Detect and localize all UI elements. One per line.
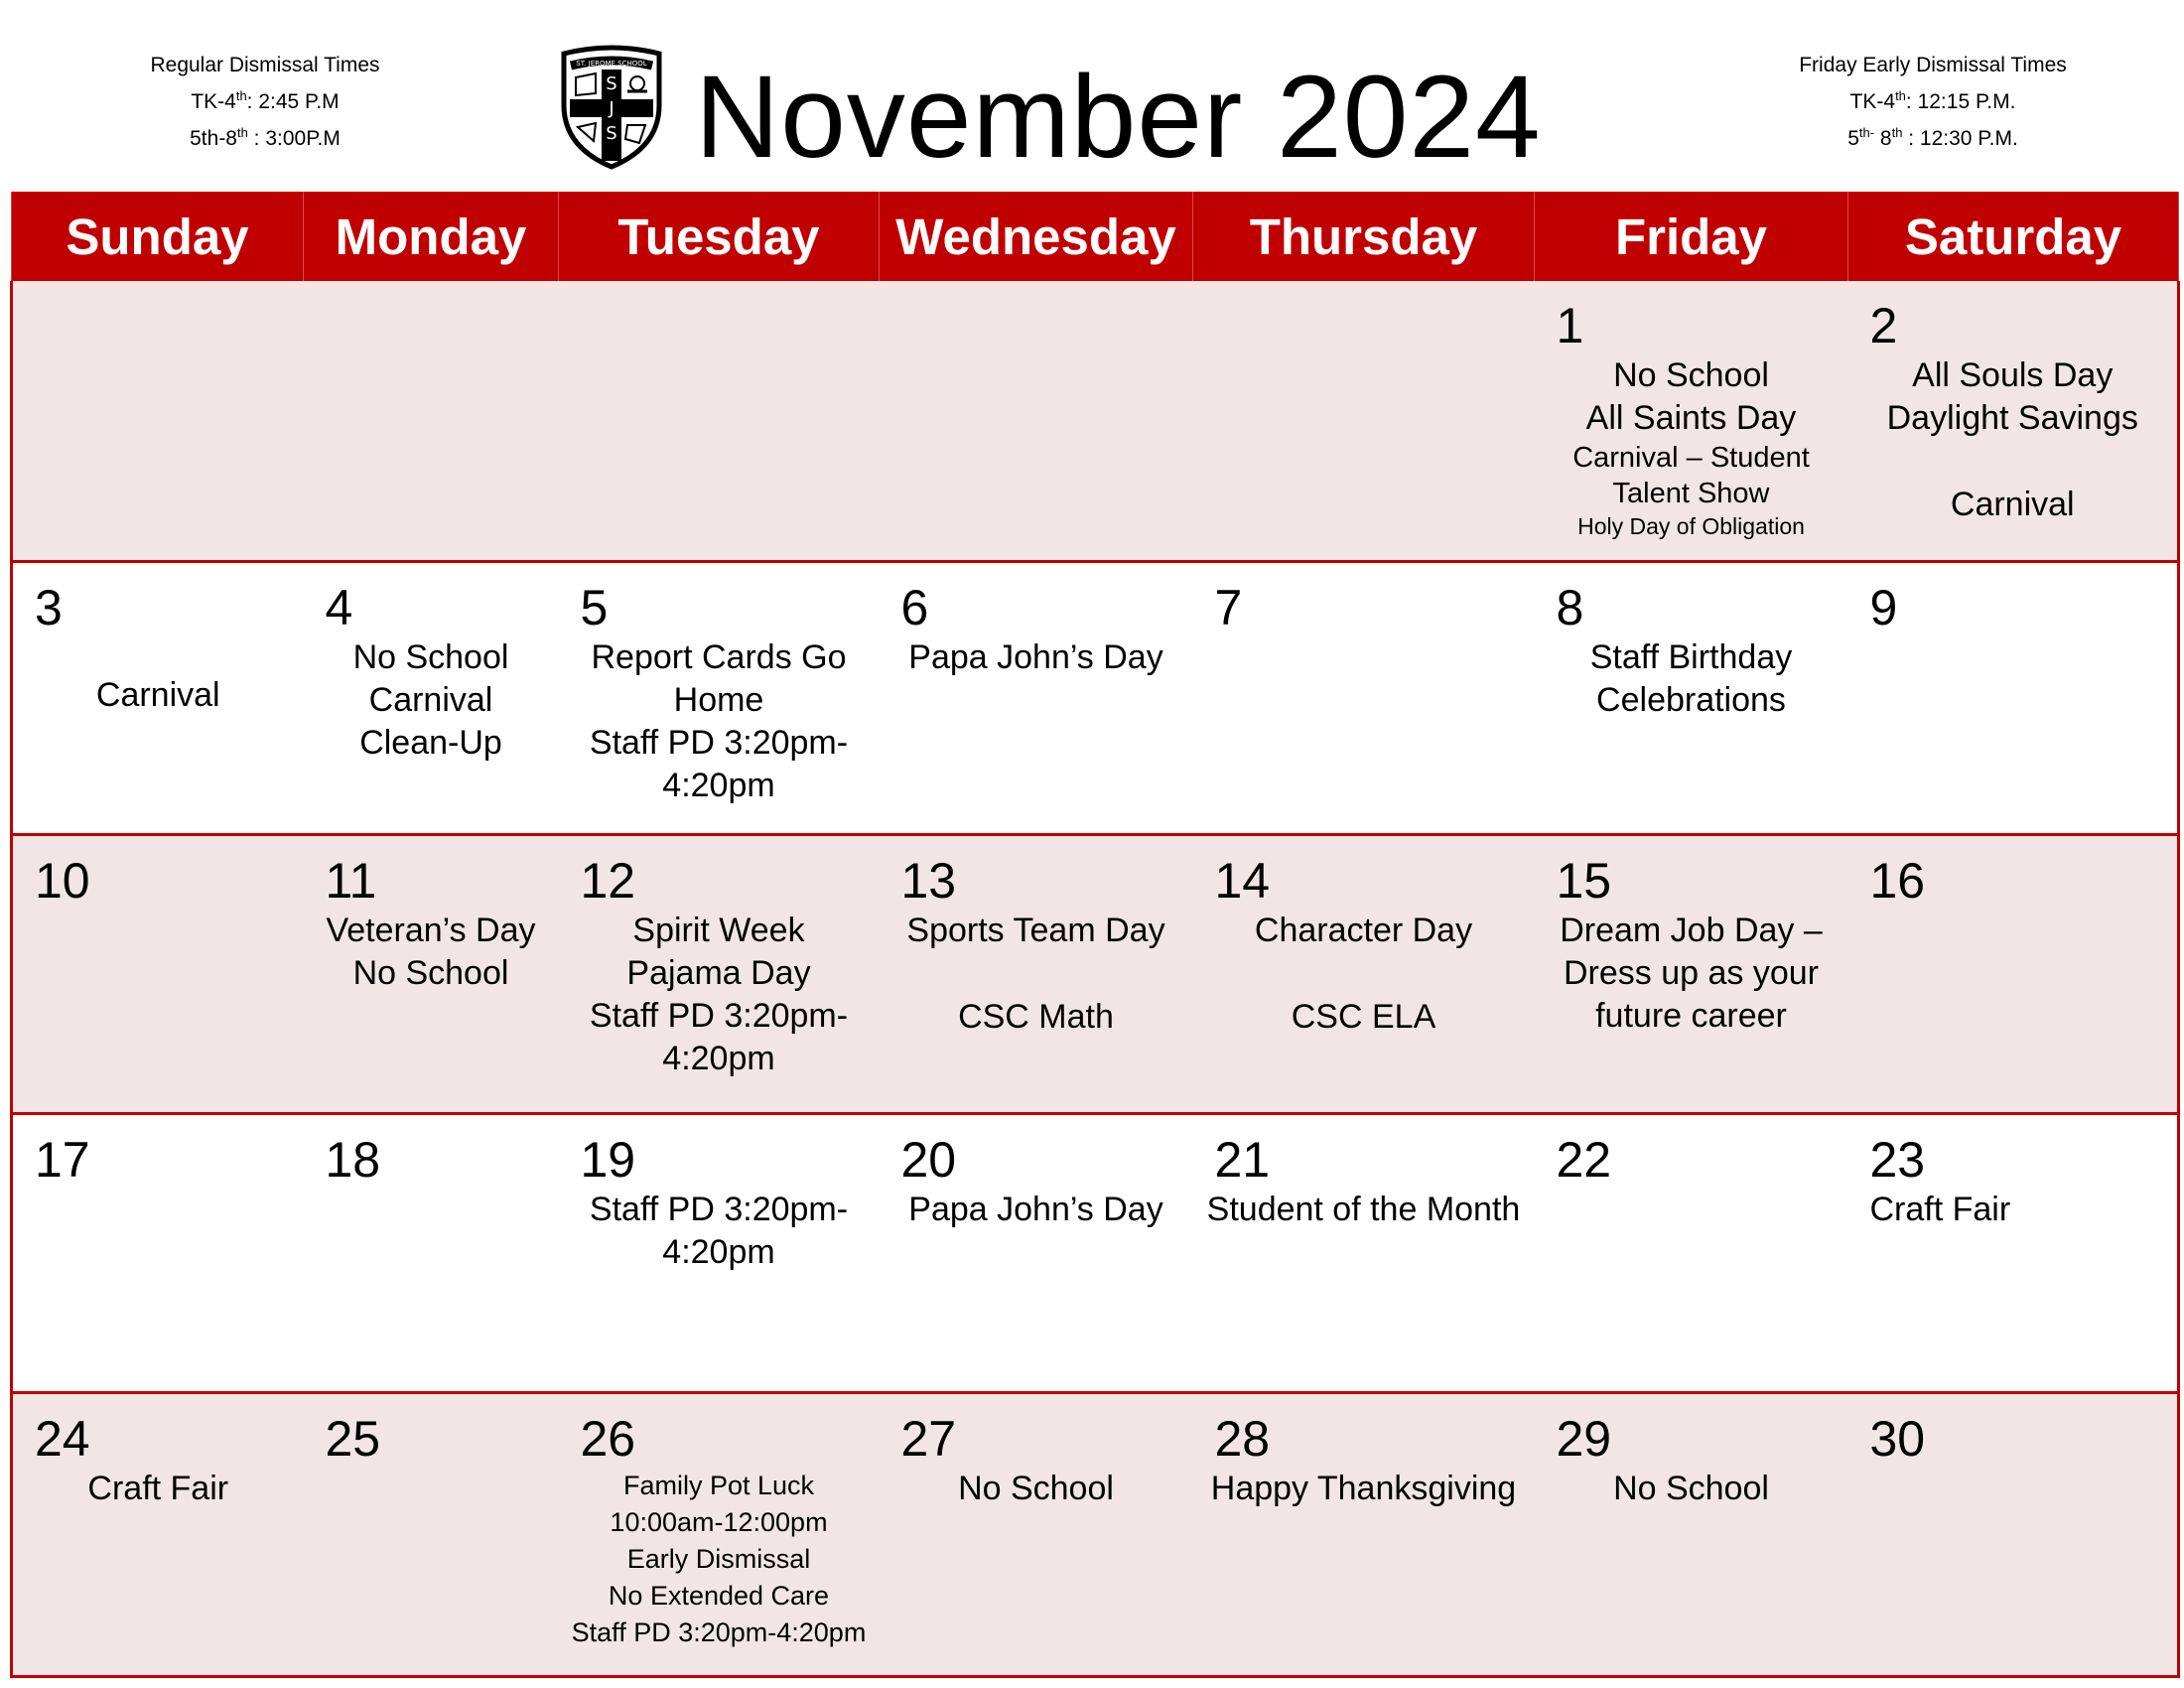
event: No Extended Care	[608, 1580, 830, 1611]
day-cell-27	[880, 1392, 1193, 1676]
day-cell-9	[1848, 561, 2179, 834]
regular-dismissal-heading: Regular Dismissal Times	[150, 54, 380, 76]
weekday-header-row	[12, 192, 2179, 281]
day-number: 16	[1869, 852, 1926, 909]
weekday-saturday: Saturday	[1848, 192, 2179, 281]
event: Staff PD 3:20pm-4:20pm	[571, 1617, 867, 1647]
day-cell-1	[1535, 281, 1848, 561]
day-number: 1	[1556, 298, 1584, 353]
logo-letter-s2: S	[606, 123, 617, 144]
day-cell-19	[559, 1113, 880, 1392]
day-number: 12	[580, 852, 636, 909]
day-cell-15	[1535, 834, 1848, 1113]
day-cell-12	[559, 834, 880, 1113]
day-number: 6	[900, 579, 929, 635]
day-number: 19	[580, 1131, 636, 1188]
day-number: 11	[325, 852, 377, 909]
friday-dismissal-times	[1724, 50, 2141, 154]
day-cell-16	[1848, 834, 2179, 1113]
day-cell-4	[304, 561, 559, 834]
event: Veteran’s Day	[326, 911, 536, 949]
event: Staff Birthday Celebrations	[1589, 637, 1793, 719]
event: CSC Math	[958, 997, 1114, 1036]
event: Carnival	[368, 680, 493, 719]
day-number: 2	[1869, 298, 1898, 353]
day-number: 13	[900, 852, 957, 909]
event: Staff PD 3:20pm-4:20pm	[589, 723, 849, 804]
day-cell-empty	[559, 281, 880, 561]
friday-dismissal-5-8: $5^{th-}$ 8th : 12:30 P.M.	[1847, 125, 2018, 150]
event: Family Pot Luck 10:00am-12:00pm	[610, 1470, 828, 1537]
day-number: 10	[35, 852, 90, 909]
day-number: 20	[900, 1131, 957, 1188]
day-number: 3	[35, 579, 63, 635]
day-cell-empty	[880, 281, 1193, 561]
weekday-tuesday: Tuesday	[559, 192, 880, 281]
day-cell-11	[304, 834, 559, 1113]
day-cell-empty	[1193, 281, 1535, 561]
friday-dismissal-tk4: TK-4th: 12:15 P.M.	[1849, 88, 2016, 113]
event: CSC ELA	[1291, 997, 1436, 1036]
friday-dismissal-heading: Friday Early Dismissal Times	[1799, 54, 2067, 76]
event: Report Cards Go Home	[591, 637, 847, 719]
calendar-title: November 2024	[695, 52, 1542, 183]
weekday-thursday: Thursday	[1193, 192, 1535, 281]
day-cell-10	[12, 834, 304, 1113]
weekday-monday: Monday	[304, 192, 559, 281]
day-number: 9	[1869, 579, 1898, 635]
event: Dream Job Day – Dress up as your future career	[1560, 911, 1823, 1035]
day-cell-empty	[304, 281, 559, 561]
event: Holy Day of Obligation	[1577, 513, 1805, 539]
event: Papa John’s Day	[908, 637, 1163, 676]
logo-letter-j: J	[609, 98, 614, 119]
day-cell-empty	[12, 281, 304, 561]
day-number: 8	[1556, 579, 1584, 635]
event: Carnival – Student Talent Show	[1572, 442, 1810, 509]
day-number: 27	[900, 1410, 957, 1467]
day-number: 5	[580, 579, 609, 635]
day-number: 15	[1556, 852, 1612, 909]
day-number: 4	[325, 579, 353, 635]
day-number: 30	[1869, 1410, 1926, 1467]
event: Character Day	[1254, 911, 1473, 949]
day-cell-25	[304, 1392, 559, 1676]
weekday-friday: Friday	[1535, 192, 1848, 281]
week-row-5	[12, 1392, 2179, 1676]
day-number: 17	[35, 1131, 90, 1188]
week-row-3	[12, 834, 2179, 1113]
event: Clean-Up	[359, 723, 502, 762]
day-number: 21	[1214, 1131, 1271, 1188]
event: Carnival	[1950, 486, 2075, 523]
day-number: 22	[1556, 1131, 1612, 1188]
day-number: 7	[1214, 579, 1243, 635]
event: Craft Fair	[87, 1469, 229, 1507]
day-number: 26	[580, 1410, 636, 1467]
event: Early Dismissal	[626, 1543, 811, 1574]
event: Spirit Week	[632, 911, 805, 949]
event: No School	[352, 637, 509, 676]
event: Sports Team Day	[906, 911, 1165, 949]
regular-dismissal-tk4: TK-4th: 2:45 P.M	[191, 88, 340, 113]
day-cell-2	[1848, 281, 2179, 561]
event: Pajama Day	[626, 953, 811, 992]
day-cell-30	[1848, 1392, 2179, 1676]
weekday-sunday: Sunday	[12, 192, 304, 281]
calendar-grid	[10, 192, 2180, 1678]
day-cell-18	[304, 1113, 559, 1392]
event: No School	[352, 953, 509, 992]
event: Daylight Savings	[1886, 399, 2138, 437]
day-cell-21	[1193, 1113, 1535, 1392]
day-cell-5	[559, 561, 880, 834]
event: No School	[1613, 356, 1769, 394]
day-cell-28	[1193, 1392, 1535, 1676]
event: No School	[958, 1469, 1114, 1507]
weekday-wednesday: Wednesday	[880, 192, 1193, 281]
logo-letter-s1: S	[606, 73, 617, 94]
event: Happy Thanksgiving	[1210, 1469, 1517, 1507]
day-number: 23	[1869, 1131, 1926, 1188]
day-number: 14	[1214, 852, 1271, 909]
event: All Souls Day	[1912, 356, 2114, 394]
day-number: 29	[1556, 1410, 1612, 1467]
day-number: 25	[325, 1410, 381, 1467]
logo-top-text: ST. JEROME SCHOOL	[576, 60, 647, 68]
week-row-1	[12, 281, 2179, 561]
event: Student of the Month	[1206, 1190, 1521, 1228]
event: Craft Fair	[1869, 1190, 2011, 1228]
event: Staff PD 3:20pm-4:20pm	[589, 1190, 849, 1271]
day-number: 24	[35, 1410, 90, 1467]
day-cell-22	[1535, 1113, 1848, 1392]
day-cell-20	[880, 1113, 1193, 1392]
week-row-2	[12, 561, 2179, 834]
event: All Saints Day	[1585, 399, 1797, 437]
day-cell-26	[559, 1392, 880, 1676]
day-number: 28	[1214, 1410, 1271, 1467]
day-cell-7	[1193, 561, 1535, 834]
day-cell-8	[1535, 561, 1848, 834]
event: No School	[1613, 1469, 1769, 1507]
day-cell-13	[880, 834, 1193, 1113]
event: Carnival	[95, 675, 220, 714]
regular-dismissal-5-8: 5th-8th : 3:00P.M	[190, 125, 341, 150]
day-cell-29	[1535, 1392, 1848, 1676]
day-cell-3	[12, 561, 304, 834]
week-row-4	[12, 1113, 2179, 1392]
day-cell-14	[1193, 834, 1535, 1113]
day-cell-24	[12, 1392, 304, 1676]
event: Staff PD 3:20pm-4:20pm	[589, 996, 849, 1077]
school-crest-icon	[556, 44, 667, 171]
event: Papa John’s Day	[908, 1190, 1163, 1228]
day-number: 18	[325, 1131, 381, 1188]
day-cell-17	[12, 1113, 304, 1392]
day-cell-6	[880, 561, 1193, 834]
day-cell-23	[1848, 1113, 2179, 1392]
regular-dismissal-times	[57, 50, 474, 154]
